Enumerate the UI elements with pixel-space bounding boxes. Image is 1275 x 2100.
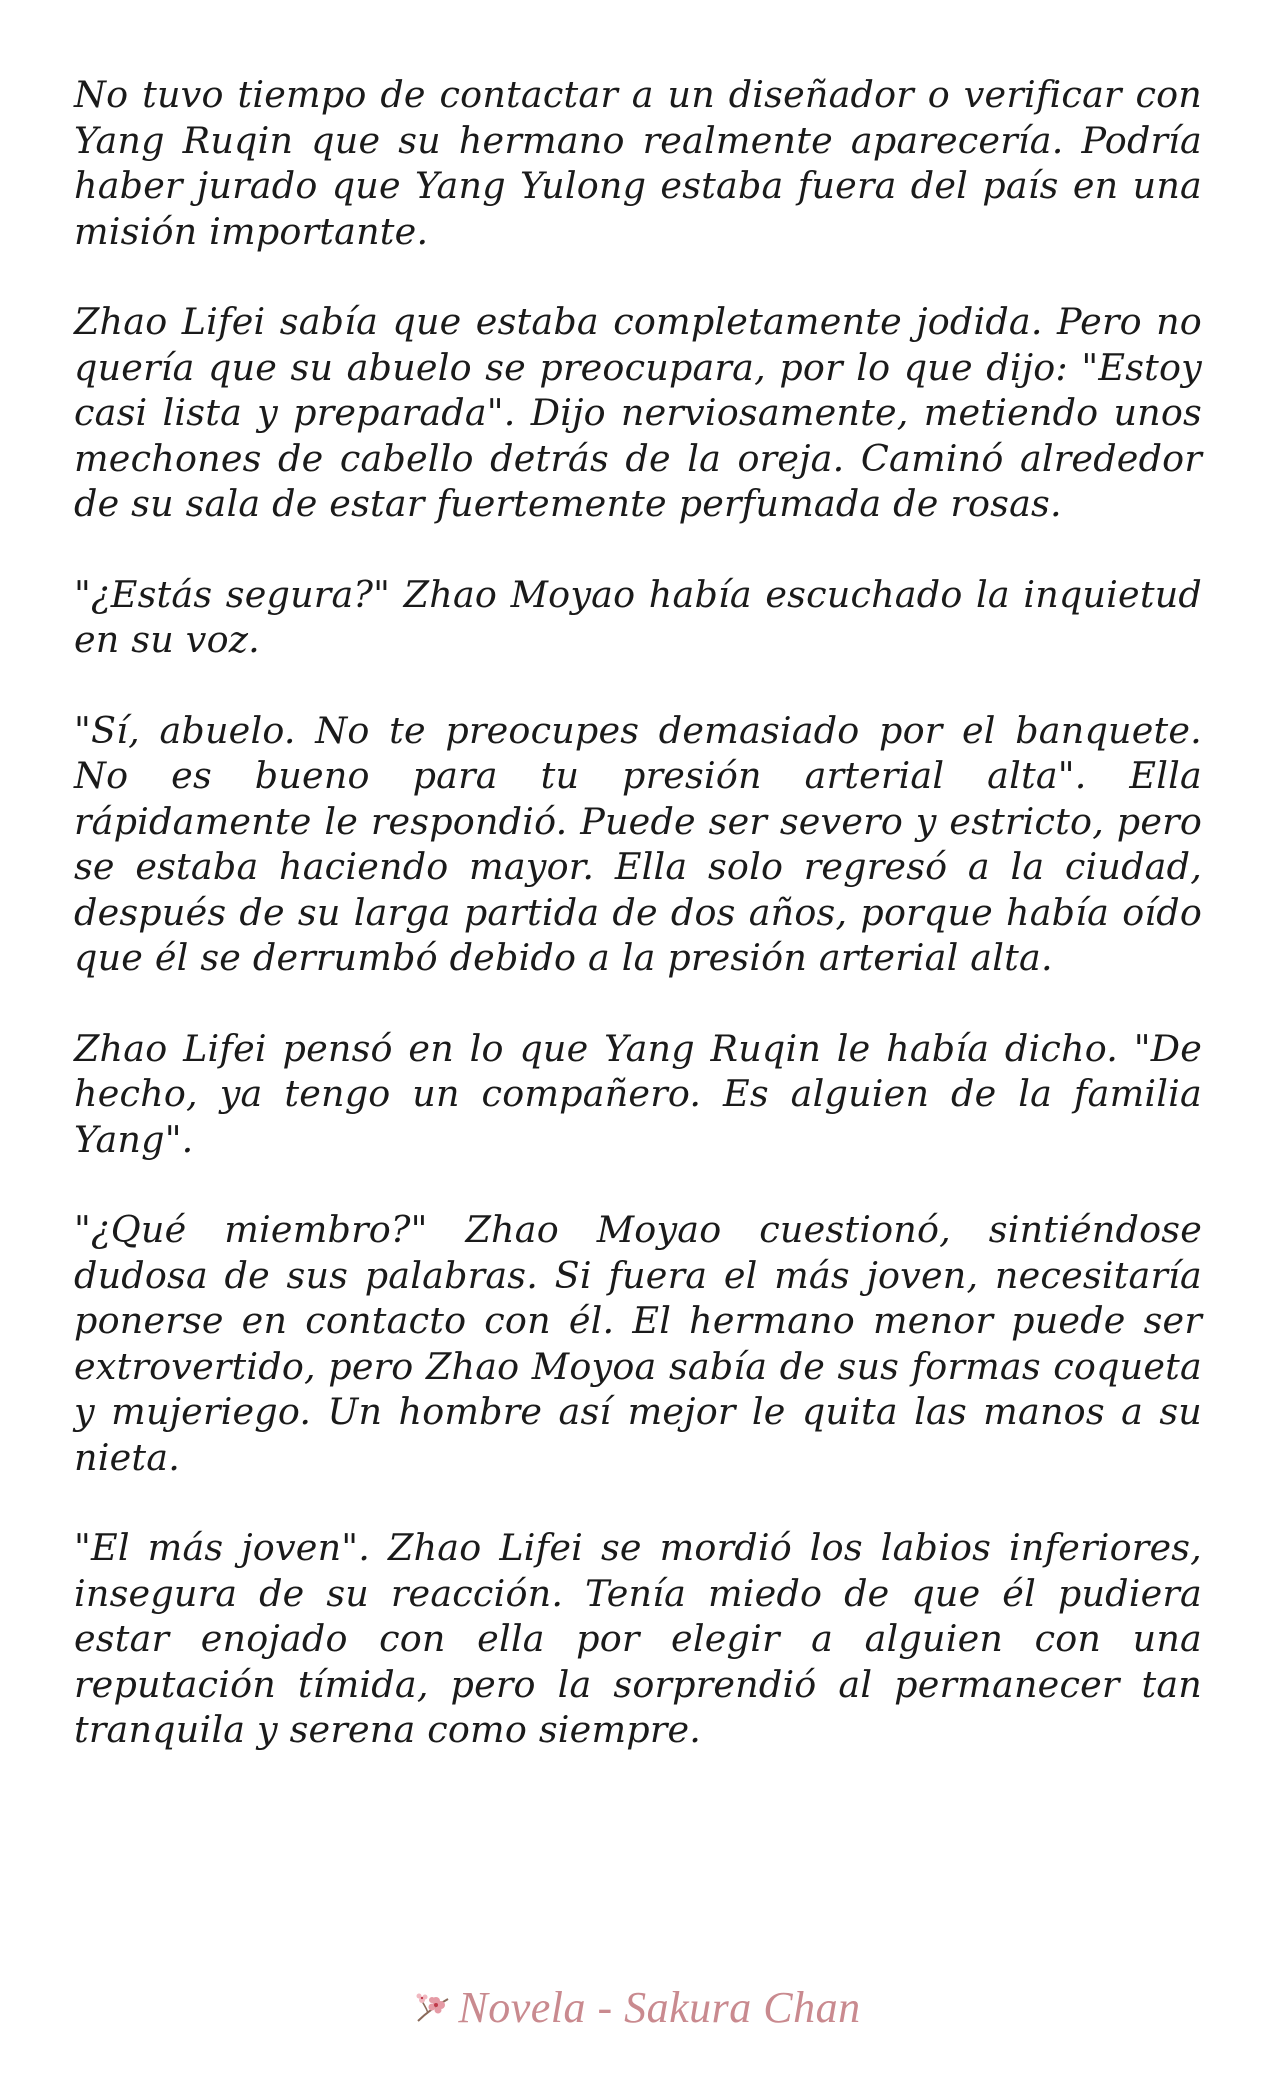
document-body bbox=[74, 72, 1202, 1798]
footer-watermark bbox=[0, 1982, 1275, 2033]
sakura-flower-icon bbox=[414, 1991, 452, 2025]
watermark-text: Novela - Sakura Chan bbox=[458, 1983, 861, 2032]
paragraph-7: "El más joven". Zhao Lifei se mordió los labios inferiores, insegura de su reacción. Tenía miedo de que él pudiera estar enojado con ella por elegir a alguien con una reputación tímida, pero la sorprendió al permanecer tan tranquila y serena como siempre. bbox=[74, 1526, 1202, 1751]
paragraph-4: "Sí, abuelo. No te preocupes demasiado por el banquete. No es bueno para tu presión arterial alta". Ella rápidamente le respondió. Puede ser severo y estricto, pero se estaba haciendo mayor. Ella solo regresó a la ciudad, después de su larga partida de dos años, porque había oído que él se derrumbó debido a la presión arterial alta. bbox=[74, 708, 1202, 979]
paragraph-6: "¿Qué miembro?" Zhao Moyao cuestionó, sintiéndose dudosa de sus palabras. Si fuera el más joven, necesitaría ponerse en contacto con él. El hermano menor puede ser extrovertido, pero Zhao Moyoa sabía de sus formas coqueta y mujeriego. Un hombre así mejor le quita las manos a su nieta. bbox=[74, 1208, 1202, 1479]
paragraph-1: No tuvo tiempo de contactar a un diseñador o verificar con Yang Ruqin que su hermano realmente aparecería. Podría haber jurado que Yang Yulong estaba fuera del país en una misión importante. bbox=[74, 73, 1202, 253]
paragraph-2: Zhao Lifei sabía que estaba completamente jodida. Pero no quería que su abuelo se preocupara, por lo que dijo: "Estoy casi lista y preparada". Dijo nerviosamente, metiendo unos mechones de cabello detrás de la oreja. Caminó alrededor de su sala de estar fuertemente perfumada de rosas. bbox=[74, 300, 1202, 525]
paragraph-3: "¿Estás segura?" Zhao Moyao había escuchado la inquietud en su voz. bbox=[74, 572, 1202, 661]
watermark bbox=[414, 1982, 860, 2033]
paragraph-5: Zhao Lifei pensó en lo que Yang Ruqin le había dicho. "De hecho, ya tengo un compañero. Es alguien de la familia Yang". bbox=[74, 1026, 1202, 1161]
